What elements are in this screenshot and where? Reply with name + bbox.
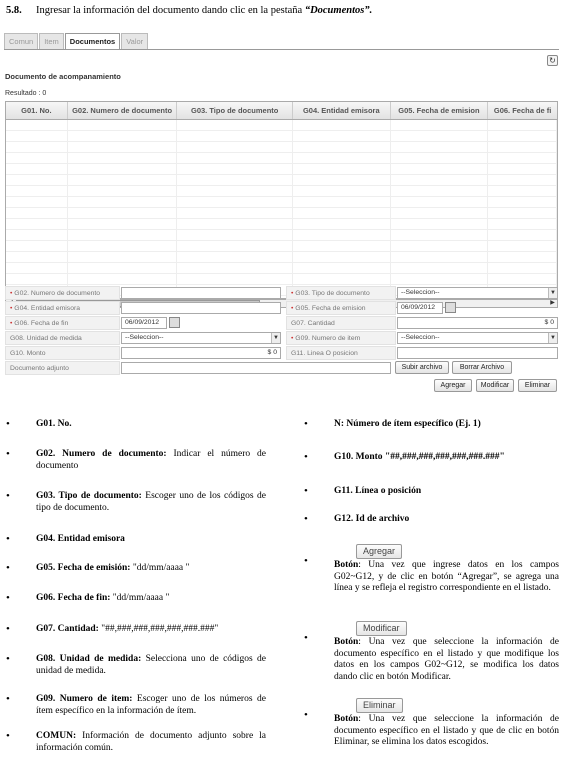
table-row	[6, 197, 557, 208]
bullet-icon: •	[304, 555, 308, 567]
bullet-icon: •	[6, 693, 10, 705]
grid-header	[6, 102, 557, 120]
bullet-icon: •	[6, 653, 10, 665]
form-row-6	[5, 361, 558, 376]
form-row-3	[5, 316, 558, 331]
calendar-icon[interactable]	[169, 317, 180, 328]
tab-documentos[interactable]: Documentos	[65, 33, 120, 49]
g04-label: • G04. Entidad emisora	[5, 301, 120, 315]
column-header-g04[interactable]: G04. Entidad emisora	[293, 102, 391, 119]
tab-valor[interactable]: Valor	[121, 33, 148, 49]
heading-tab-name: “Documentos”.	[304, 5, 373, 16]
form-row-4	[5, 331, 558, 346]
bullet-icon: •	[304, 451, 308, 463]
section-number: 5.8.	[6, 5, 22, 16]
table-row	[6, 274, 557, 285]
table-row	[6, 175, 557, 186]
chevron-down-icon: ▼	[548, 333, 557, 343]
bullet-icon: •	[6, 592, 10, 604]
tab-item[interactable]: Item	[39, 33, 64, 49]
g05-label: • G05. Fecha de emision	[286, 301, 396, 315]
upload-file-button[interactable]: Subir archivo	[395, 361, 449, 374]
scroll-right-icon[interactable]: ▶	[550, 300, 555, 306]
g07-label: G07. Cantidad	[286, 316, 396, 330]
tab-bar	[4, 33, 148, 49]
g09-label: • G09. Numero de item	[286, 331, 396, 345]
g07-input[interactable]: $ 0	[397, 317, 558, 329]
grid-body	[6, 120, 557, 298]
table-row	[6, 241, 557, 252]
table-row	[6, 120, 557, 131]
bullet-icon: •	[6, 490, 10, 502]
g05-date-input[interactable]: 06/09/2012	[397, 302, 443, 314]
table-row	[6, 153, 557, 164]
table-row	[6, 142, 557, 153]
g08-label: G08. Unidad de medida	[5, 331, 120, 345]
documents-grid	[5, 101, 558, 299]
delete-file-button[interactable]: Borrar Archivo	[452, 361, 512, 374]
bullet-icon: •	[304, 513, 308, 525]
column-header-g03[interactable]: G03. Tipo de documento	[177, 102, 293, 119]
table-row	[6, 186, 557, 197]
heading-text: Ingresar la información del documento dando clic en la pestaña	[36, 5, 305, 16]
bullet-icon: •	[304, 485, 308, 497]
table-row	[6, 230, 557, 241]
g04-input[interactable]	[121, 302, 281, 314]
document-attachment-input[interactable]	[121, 362, 391, 374]
add-button-sample: Agregar	[356, 544, 402, 559]
result-count: Resultado : 0	[5, 90, 47, 97]
table-row	[6, 252, 557, 263]
bullet-icon: •	[6, 623, 10, 635]
table-row	[6, 164, 557, 175]
form-actions	[5, 379, 558, 394]
g09-select[interactable]: --Seleccion-- ▼	[397, 332, 558, 344]
g10-label: G10. Monto	[5, 346, 120, 360]
bullet-icon: •	[304, 418, 308, 430]
form-row-2	[5, 301, 558, 316]
document-attachment-label: Documento adjunto	[5, 361, 120, 375]
chevron-down-icon: ▼	[271, 333, 280, 343]
g03-select[interactable]: --Seleccion-- ▼	[397, 287, 558, 299]
refresh-icon[interactable]: ↻	[547, 55, 558, 66]
column-header-g05[interactable]: G05. Fecha de emision	[391, 102, 489, 119]
delete-button-sample: Eliminar	[356, 698, 403, 713]
section-heading	[6, 5, 372, 16]
column-header-g01[interactable]: G01. No.	[6, 102, 68, 119]
bullet-icon: •	[6, 448, 10, 460]
column-header-g02[interactable]: G02. Numero de documento	[68, 102, 178, 119]
bullet-icon: •	[6, 730, 10, 742]
form-row-1	[5, 286, 558, 301]
g08-select[interactable]: --Seleccion-- ▼	[121, 332, 281, 344]
g06-date-input[interactable]: 06/09/2012	[121, 317, 167, 329]
chevron-down-icon: ▼	[548, 288, 557, 298]
g11-input[interactable]	[397, 347, 558, 359]
calendar-icon[interactable]	[445, 302, 456, 313]
table-row	[6, 131, 557, 142]
g11-label: G11. Linea O posicion	[286, 346, 396, 360]
modify-button-sample: Modificar	[356, 621, 407, 636]
form-row-5	[5, 346, 558, 361]
table-row	[6, 219, 557, 230]
bullet-icon: •	[6, 562, 10, 574]
add-button[interactable]: Agregar	[434, 379, 472, 392]
bullet-icon: •	[304, 709, 308, 721]
bullet-icon: •	[6, 418, 10, 430]
bullet-icon: •	[304, 632, 308, 644]
g02-input[interactable]	[121, 287, 281, 299]
section-title: Documento de acompanamiento	[5, 72, 121, 81]
g03-label: • G03. Tipo de documento	[286, 286, 396, 300]
tab-comun[interactable]: Comun	[4, 33, 38, 49]
g02-label: • G02. Numero de documento	[5, 286, 120, 300]
modify-button[interactable]: Modificar	[476, 379, 514, 392]
document-panel	[4, 33, 559, 407]
table-row	[6, 208, 557, 219]
delete-button[interactable]: Eliminar	[518, 379, 557, 392]
column-header-g06[interactable]: G06. Fecha de fi	[493, 106, 552, 115]
bullet-icon: •	[6, 533, 10, 545]
g06-label: • G06. Fecha de fin	[5, 316, 120, 330]
g10-input[interactable]: $ 0	[121, 347, 281, 359]
table-row	[6, 263, 557, 274]
tab-divider	[4, 49, 559, 50]
